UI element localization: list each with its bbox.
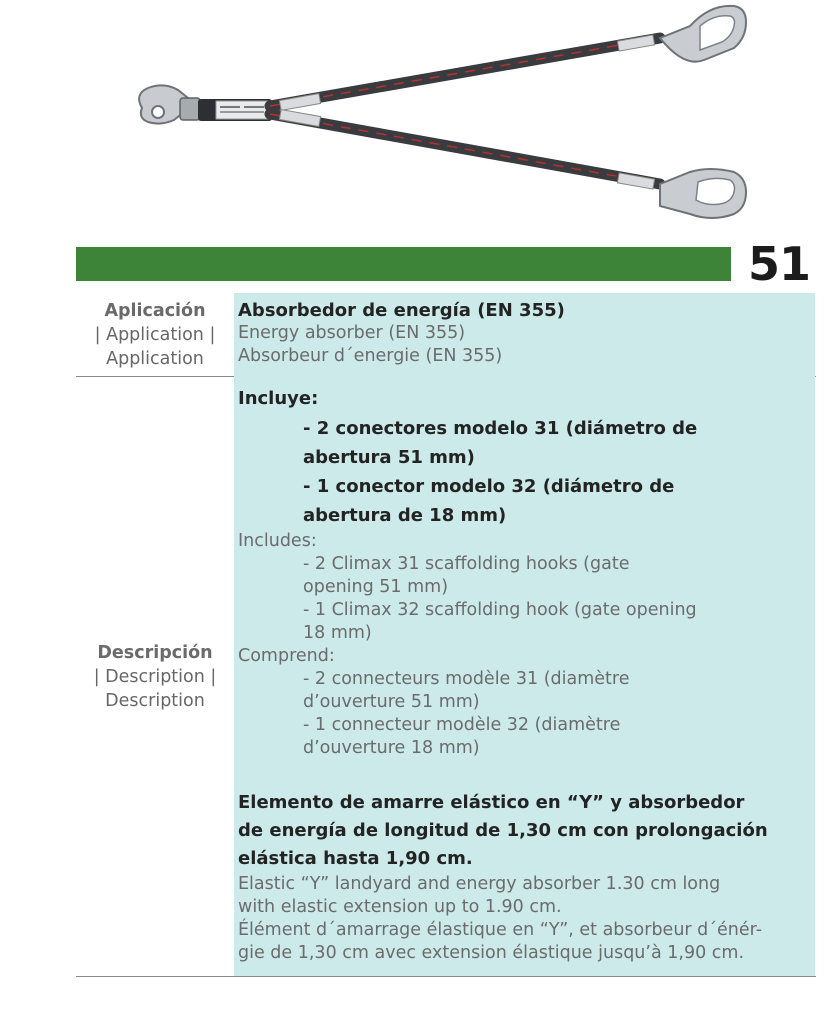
element-text-es: de energía de longitud de 1,30 cm con prolongación xyxy=(238,820,768,841)
product-image xyxy=(120,0,760,230)
page-number: 51 xyxy=(748,237,811,291)
list-item: d’ouverture 18 mm) xyxy=(303,738,480,758)
element-text-fr: Élément d´amarrage élastique en “Y”, et absorbeur d´énér- xyxy=(238,920,763,940)
list-item: - 2 connecteurs modèle 31 (diamètre xyxy=(303,669,630,689)
list-item: abertura 51 mm) xyxy=(303,447,475,468)
description-row xyxy=(76,377,816,977)
large-scaffold-hook-bottom-icon xyxy=(660,169,746,218)
list-item: - 1 connecteur modèle 32 (diamètre xyxy=(303,715,621,735)
list-item: - 1 conector modelo 32 (diámetro de xyxy=(303,476,675,497)
list-item: 18 mm) xyxy=(303,623,372,643)
element-text-es: elástica hasta 1,90 cm. xyxy=(238,848,473,869)
small-snap-hook-icon xyxy=(139,85,200,123)
application-row xyxy=(76,293,816,377)
list-item: d’ouverture 51 mm) xyxy=(303,692,480,712)
spec-table xyxy=(76,293,816,977)
element-text-en: with elastic extension up to 1.90 cm. xyxy=(238,897,562,917)
element-text-fr: gie de 1,30 cm avec extension élastique jusqu’à 1,90 cm. xyxy=(238,943,745,963)
list-item: abertura de 18 mm) xyxy=(303,505,507,526)
list-item: - 2 conectores modelo 31 (diámetro de xyxy=(303,418,698,439)
includes-heading-es: Incluye: xyxy=(238,388,319,409)
application-label: Aplicación | Application | Application xyxy=(94,300,216,369)
list-item: - 1 Climax 32 scaffolding hook (gate opening xyxy=(303,600,697,620)
description-label: Descripción | Description | Description xyxy=(93,642,217,711)
section-header-bar xyxy=(76,247,731,281)
includes-heading-en: Includes: xyxy=(238,531,317,551)
application-value: Absorbedor de energía (EN 355) Energy absorber (EN 355) Absorbeur d´energie (EN 355) xyxy=(234,293,815,376)
large-scaffold-hook-top-icon xyxy=(660,6,746,62)
description-value xyxy=(234,376,815,976)
element-text-es: Elemento de amarre elástico en “Y” y absorbedor xyxy=(238,792,745,813)
y-lanyard-icon xyxy=(120,0,760,230)
list-item: opening 51 mm) xyxy=(303,577,449,597)
element-text-en: Elastic “Y” landyard and energy absorber 1.30 cm long xyxy=(238,874,721,894)
list-item: - 2 Climax 31 scaffolding hooks (gate xyxy=(303,554,630,574)
includes-heading-fr: Comprend: xyxy=(238,646,335,666)
